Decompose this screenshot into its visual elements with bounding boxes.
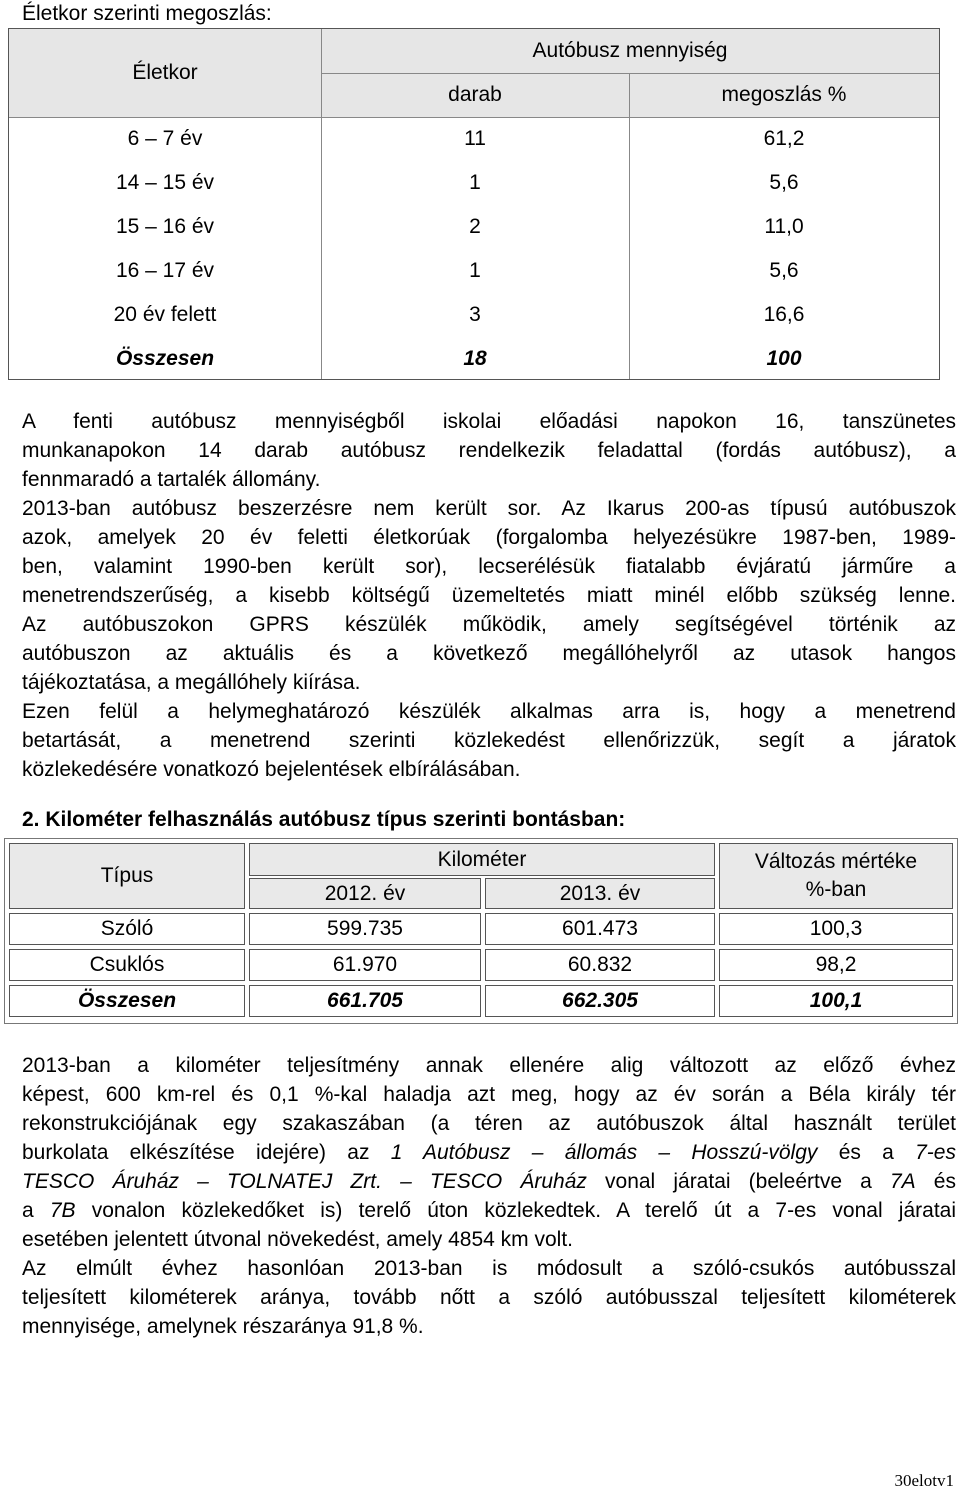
text-line: azok, amelyek 20 év feletti életkorúak (forgalomba helyezésükre 1987-ben, 1989-: [22, 526, 956, 549]
text-line: fennmaradó a tartalék állomány.: [22, 468, 321, 491]
total-change: 100,1: [719, 985, 953, 1017]
header-count: darab: [448, 83, 502, 106]
header-bus-quantity: Autóbusz mennyiség: [532, 39, 728, 62]
text-line: Az autóbuszokon GPRS készülék működik, amely segítségével történik az: [22, 613, 956, 636]
text-line: autóbuszon az aktuális és a következő megállóhelyről az utasok hangos: [22, 642, 956, 665]
header-type: Típus: [9, 843, 245, 909]
page-footer: 30elotv1: [894, 1471, 954, 1490]
text-line: a 7B vonalon közlekedőket is) terelő úton közlekedtek. A terelő út a 7-es vonal járatai: [22, 1199, 956, 1222]
text-line: esetében jelentett útvonal növekedést, amely 4854 km volt.: [22, 1228, 574, 1251]
row-count: 2: [469, 215, 481, 238]
route-name: 7B: [49, 1199, 76, 1222]
row-count: 1: [469, 171, 481, 194]
header-age: Életkor: [132, 61, 198, 84]
text-line: Az elmúlt évhez hasonlóan 2013-ban is módosult a szóló-csukós autóbusszal: [22, 1257, 956, 1280]
row-count: 3: [469, 303, 481, 326]
route-name: 1 Autóbusz – állomás – Hosszú-völgy: [390, 1141, 818, 1164]
total-2012: 661.705: [249, 985, 481, 1017]
section-title-km: 2. Kilométer felhasználás autóbusz típus szerinti bontásban:: [22, 808, 626, 831]
route-name: 7A: [889, 1170, 916, 1193]
text-line: 2013-ban a kilométer teljesítmény annak ellenére alig változott az előző évhez: [22, 1054, 956, 1077]
total-label: Összesen: [115, 347, 215, 370]
text-line: betartását, a menetrend szerinti közlekedést ellenőrizzük, segít a járatok: [22, 729, 956, 752]
row-age: 15 – 16 év: [115, 215, 215, 238]
row-percent: 5,6: [769, 259, 799, 282]
row-percent: 16,6: [763, 303, 805, 326]
total-percent: 100: [766, 347, 802, 370]
text-line: ben, valamint 1990-ben került sor), lecserélésük fiatalabb évjáratú járműre a: [22, 555, 956, 578]
body-text-fleet: [22, 407, 956, 784]
header-change: Változás mértéke %-ban: [719, 843, 953, 909]
body-text-km: [22, 1051, 956, 1341]
row-2012: 61.970: [249, 949, 481, 981]
text-line: A fenti autóbusz mennyiségből iskolai előadási napokon 16, tanszünetes: [22, 410, 956, 433]
text-line: képest, 600 km-rel és 0,1 %-kal haladja azt meg, hogy az év során a Béla király tér: [22, 1083, 956, 1106]
row-type: Csuklós: [9, 949, 245, 981]
row-percent: 61,2: [763, 127, 805, 150]
row-age: 20 év felett: [113, 303, 217, 326]
row-percent: 5,6: [769, 171, 799, 194]
row-age: 14 – 15 év: [115, 171, 215, 194]
text-line: teljesített kilométerek aránya, tovább nőtt a szóló autóbusszal teljesített kilométerek: [22, 1286, 956, 1309]
text-line: menetrendszerűség, a kisebb költségű üzemeltetés miatt minél előbb szükség lenne.: [22, 584, 956, 607]
row-count: 1: [469, 259, 481, 282]
text-line: burkolata elkészítése idejére) az 1 Autóbusz – állomás – Hosszú-völgy és a 7-es: [22, 1141, 956, 1164]
text-line: Ezen felül a helymeghatározó készülék alkalmas arra is, hogy a menetrend: [22, 700, 956, 723]
header-percent: megoszlás %: [721, 83, 847, 106]
total-2013: 662.305: [485, 985, 715, 1017]
row-change: 100,3: [719, 913, 953, 945]
text-line: TESCO Áruház – TOLNATEJ Zrt. – TESCO Áruház vonal járatai (beleértve a 7A és: [22, 1170, 956, 1193]
row-percent: 11,0: [764, 215, 804, 238]
km-usage-table: [4, 838, 958, 1024]
route-name: TESCO Áruház – TOLNATEJ Zrt. – TESCO Áruház: [22, 1170, 587, 1193]
total-type: Összesen: [9, 985, 245, 1017]
row-count: 11: [464, 127, 486, 150]
row-type: Szóló: [9, 913, 245, 945]
row-2013: 60.832: [485, 949, 715, 981]
text-line: mennyisége, amelynek részaránya 91,8 %.: [22, 1315, 424, 1338]
row-age: 16 – 17 év: [115, 259, 215, 282]
header-2013: 2013. év: [485, 878, 715, 909]
text-line: 2013-ban autóbusz beszerzésre nem került sor. Az Ikarus 200-as típusú autóbuszok: [22, 497, 956, 520]
total-count: 18: [463, 347, 487, 370]
section-heading-age: Életkor szerinti megoszlás:: [22, 2, 272, 25]
text-line: munkanapokon 14 darab autóbusz rendelkezik feladattal (fordás autóbusz), a: [22, 439, 956, 462]
row-change: 98,2: [719, 949, 953, 981]
text-line: rekonstrukciójának egy szakaszában (a téren az autóbuszok által használt terület: [22, 1112, 956, 1135]
header-2012: 2012. év: [249, 878, 481, 909]
row-2012: 599.735: [249, 913, 481, 945]
age-distribution-table: [8, 28, 940, 380]
route-name: 7-es: [915, 1141, 956, 1164]
header-km: Kilométer: [249, 843, 715, 876]
row-age: 6 – 7 év: [127, 127, 203, 150]
row-2013: 601.473: [485, 913, 715, 945]
text-line: közlekedésére vonatkozó bejelentések elbírálásában.: [22, 758, 521, 781]
text-line: tájékoztatása, a megállóhely kiírása.: [22, 671, 361, 694]
